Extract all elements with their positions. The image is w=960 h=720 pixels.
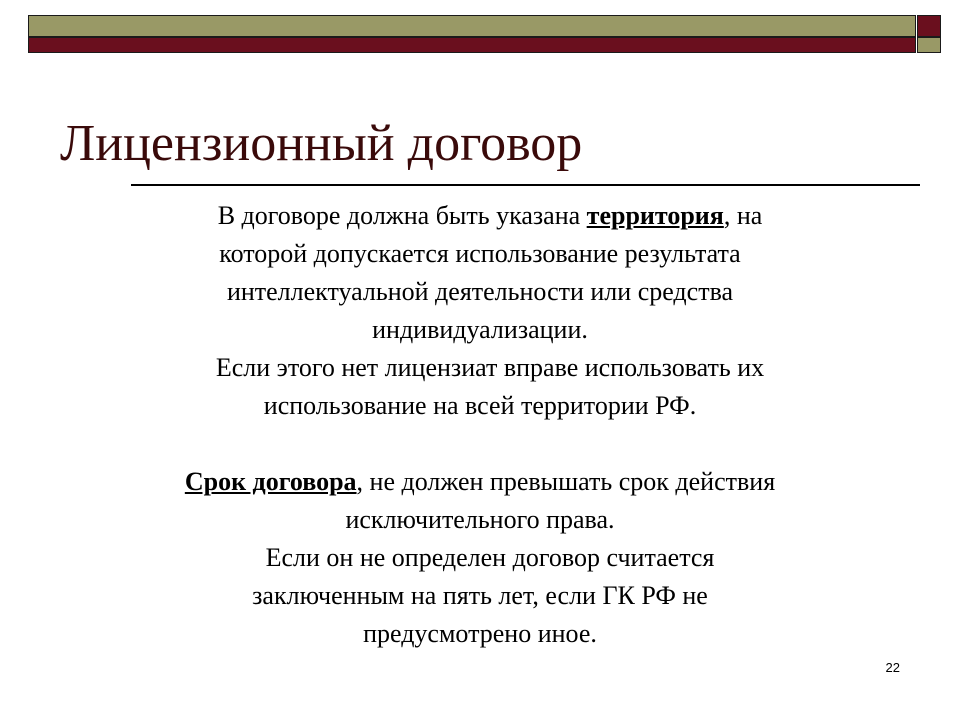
body-line: Если он не определен договор считается bbox=[265, 543, 715, 572]
body-line: Если этого нет лицензиат вправе использовать их bbox=[215, 353, 765, 382]
body-line: использование на всей территории РФ. bbox=[263, 391, 697, 420]
slide-body bbox=[40, 197, 920, 653]
header-bar-olive bbox=[28, 15, 916, 37]
page-number: 22 bbox=[885, 660, 900, 675]
body-text-segment: В договоре должна быть указана bbox=[217, 201, 587, 230]
header-square-olive bbox=[917, 37, 941, 53]
body-line bbox=[40, 197, 920, 235]
header-decoration bbox=[28, 15, 941, 55]
term-contract-period: Срок договора bbox=[184, 467, 357, 496]
body-line: заключенным на пять лет, если ГК РФ не bbox=[252, 581, 708, 610]
body-line: которой допускается использование результата bbox=[219, 239, 741, 268]
term-territory: территория bbox=[586, 201, 724, 230]
body-text-segment: , не должен превышать срок действия bbox=[356, 467, 776, 496]
body-line: предусмотрено иное. bbox=[363, 619, 597, 648]
header-bar-maroon bbox=[28, 37, 916, 53]
slide-title: Лицензионный договор bbox=[60, 115, 583, 172]
body-text-segment: , на bbox=[723, 201, 763, 230]
body-line: индивидуализации. bbox=[372, 315, 588, 344]
body-line bbox=[40, 463, 920, 501]
body-line: исключительного права. bbox=[345, 505, 615, 534]
header-square-maroon bbox=[917, 15, 941, 37]
title-underline-rule bbox=[131, 184, 920, 186]
paragraph-spacer bbox=[40, 425, 920, 463]
body-line: интеллектуальной деятельности или средства bbox=[226, 277, 734, 306]
